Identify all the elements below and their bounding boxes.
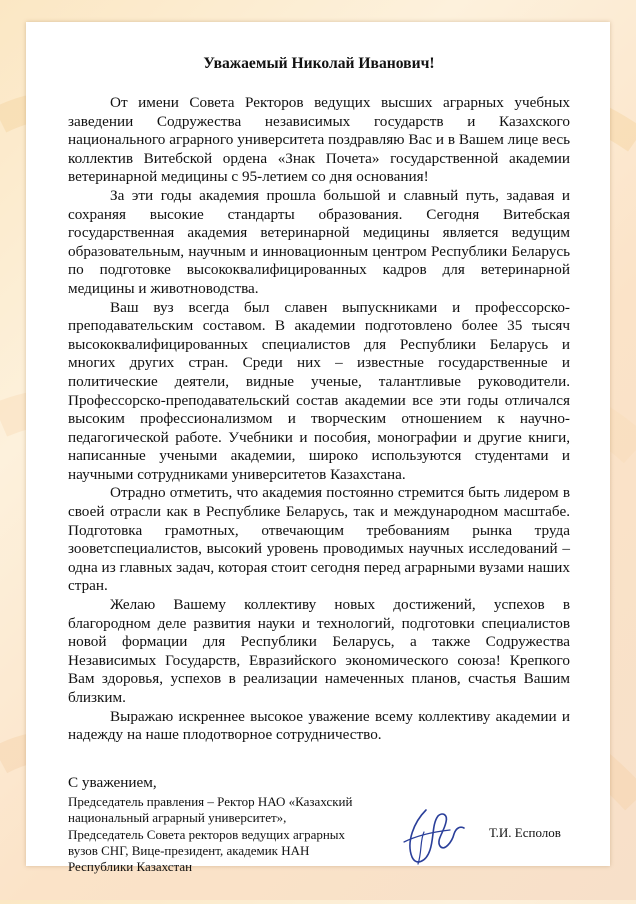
letter-sheet (26, 22, 610, 875)
signer-name: Т.И. Есполов (489, 824, 561, 840)
letter-paragraph: Ваш вуз всегда был славен выпускниками и профессорско-преподавательским составом. В академии подготовлено более 35 тысяч высококвалифицированных специалистов для Республики Беларусь и многих других стран. Среди них – известные государственные и политические деятели, видные ученые, талантливые руководители. Профессорско-преподавательский состав академии все эти годы отличался высоким профессионализмом и творческим отношением к научно-педагогической работе. Учебники и пособия, монографии и другие книги, написанные учеными академии, широко используются студентами и научными сотрудниками университетов Казахстана. (68, 298, 570, 483)
handwritten-signature (396, 802, 476, 872)
letter-paragraph: От имени Совета Ректоров ведущих высших аграрных учебных заведении Содружества независимых государств и Казахского национального аграрного университета поздравляю Вас и в Вашем лице весь коллектив Витебской ордена «Знак Почета» государственной академии ветеринарной медицины с 95-летием со дня основания! (68, 94, 570, 186)
signer-title-line: Председатель правления – Ректор НАО «Казахский (68, 793, 353, 809)
letter-body (68, 94, 570, 745)
signer-title (68, 794, 388, 876)
letter-paragraph: Отрадно отметить, что академия постоянно стремится быть лидером в своей отрасли как в Республике Беларусь, так и международном масштабе. Подготовка грамотных, отвечающим требованиям рынка труда зооветспециалистов, высокий уровень проводимых научных исследований – одна из главных задач, которая стоит сегодня перед аграрными вузами наших стран. (68, 484, 570, 595)
signer-title-line: Председатель Совета ректоров ведущих аграрных (68, 826, 346, 842)
letter-paragraph: Желаю Вашему коллективу новых достижений, успехов в благородном деле развития науки и технологий, подготовки специалистов новой формации для Республики Беларусь, а также Содружества Независимых Государств, Евразийского экономического союза! Крепкого Вам здоровья, успехов в реализации намеченных планов, счастья Вашим близким. (68, 596, 570, 706)
signer-title-line: Республики Казахстан (68, 859, 193, 875)
letter-paragraph: Выражаю искреннее высокое уважение всему коллективу академии и надежду на наше плодотворное сотрудничество. (68, 707, 570, 744)
letter-greeting: Уважаемый Николай Иванович! (203, 55, 435, 72)
signer-title-line: национальный аграрный университет», (68, 810, 287, 826)
signer-title-line: вузов СНГ, Вице-президент, академик НАН (68, 843, 310, 858)
signature-block (68, 794, 570, 904)
letter-paragraph: За эти годы академия прошла большой и славный путь, задавая и сохраняя высокие стандарты образования. Сегодня Витебская государственная академия ветеринарной медицины является ведущим образовательным, научным и инновационным центром Республики Беларусь по подготовке высококвалифицированных кадров для ветеринарной медицины и животноводства. (68, 186, 570, 297)
letter-closing: С уважением, (68, 773, 157, 791)
